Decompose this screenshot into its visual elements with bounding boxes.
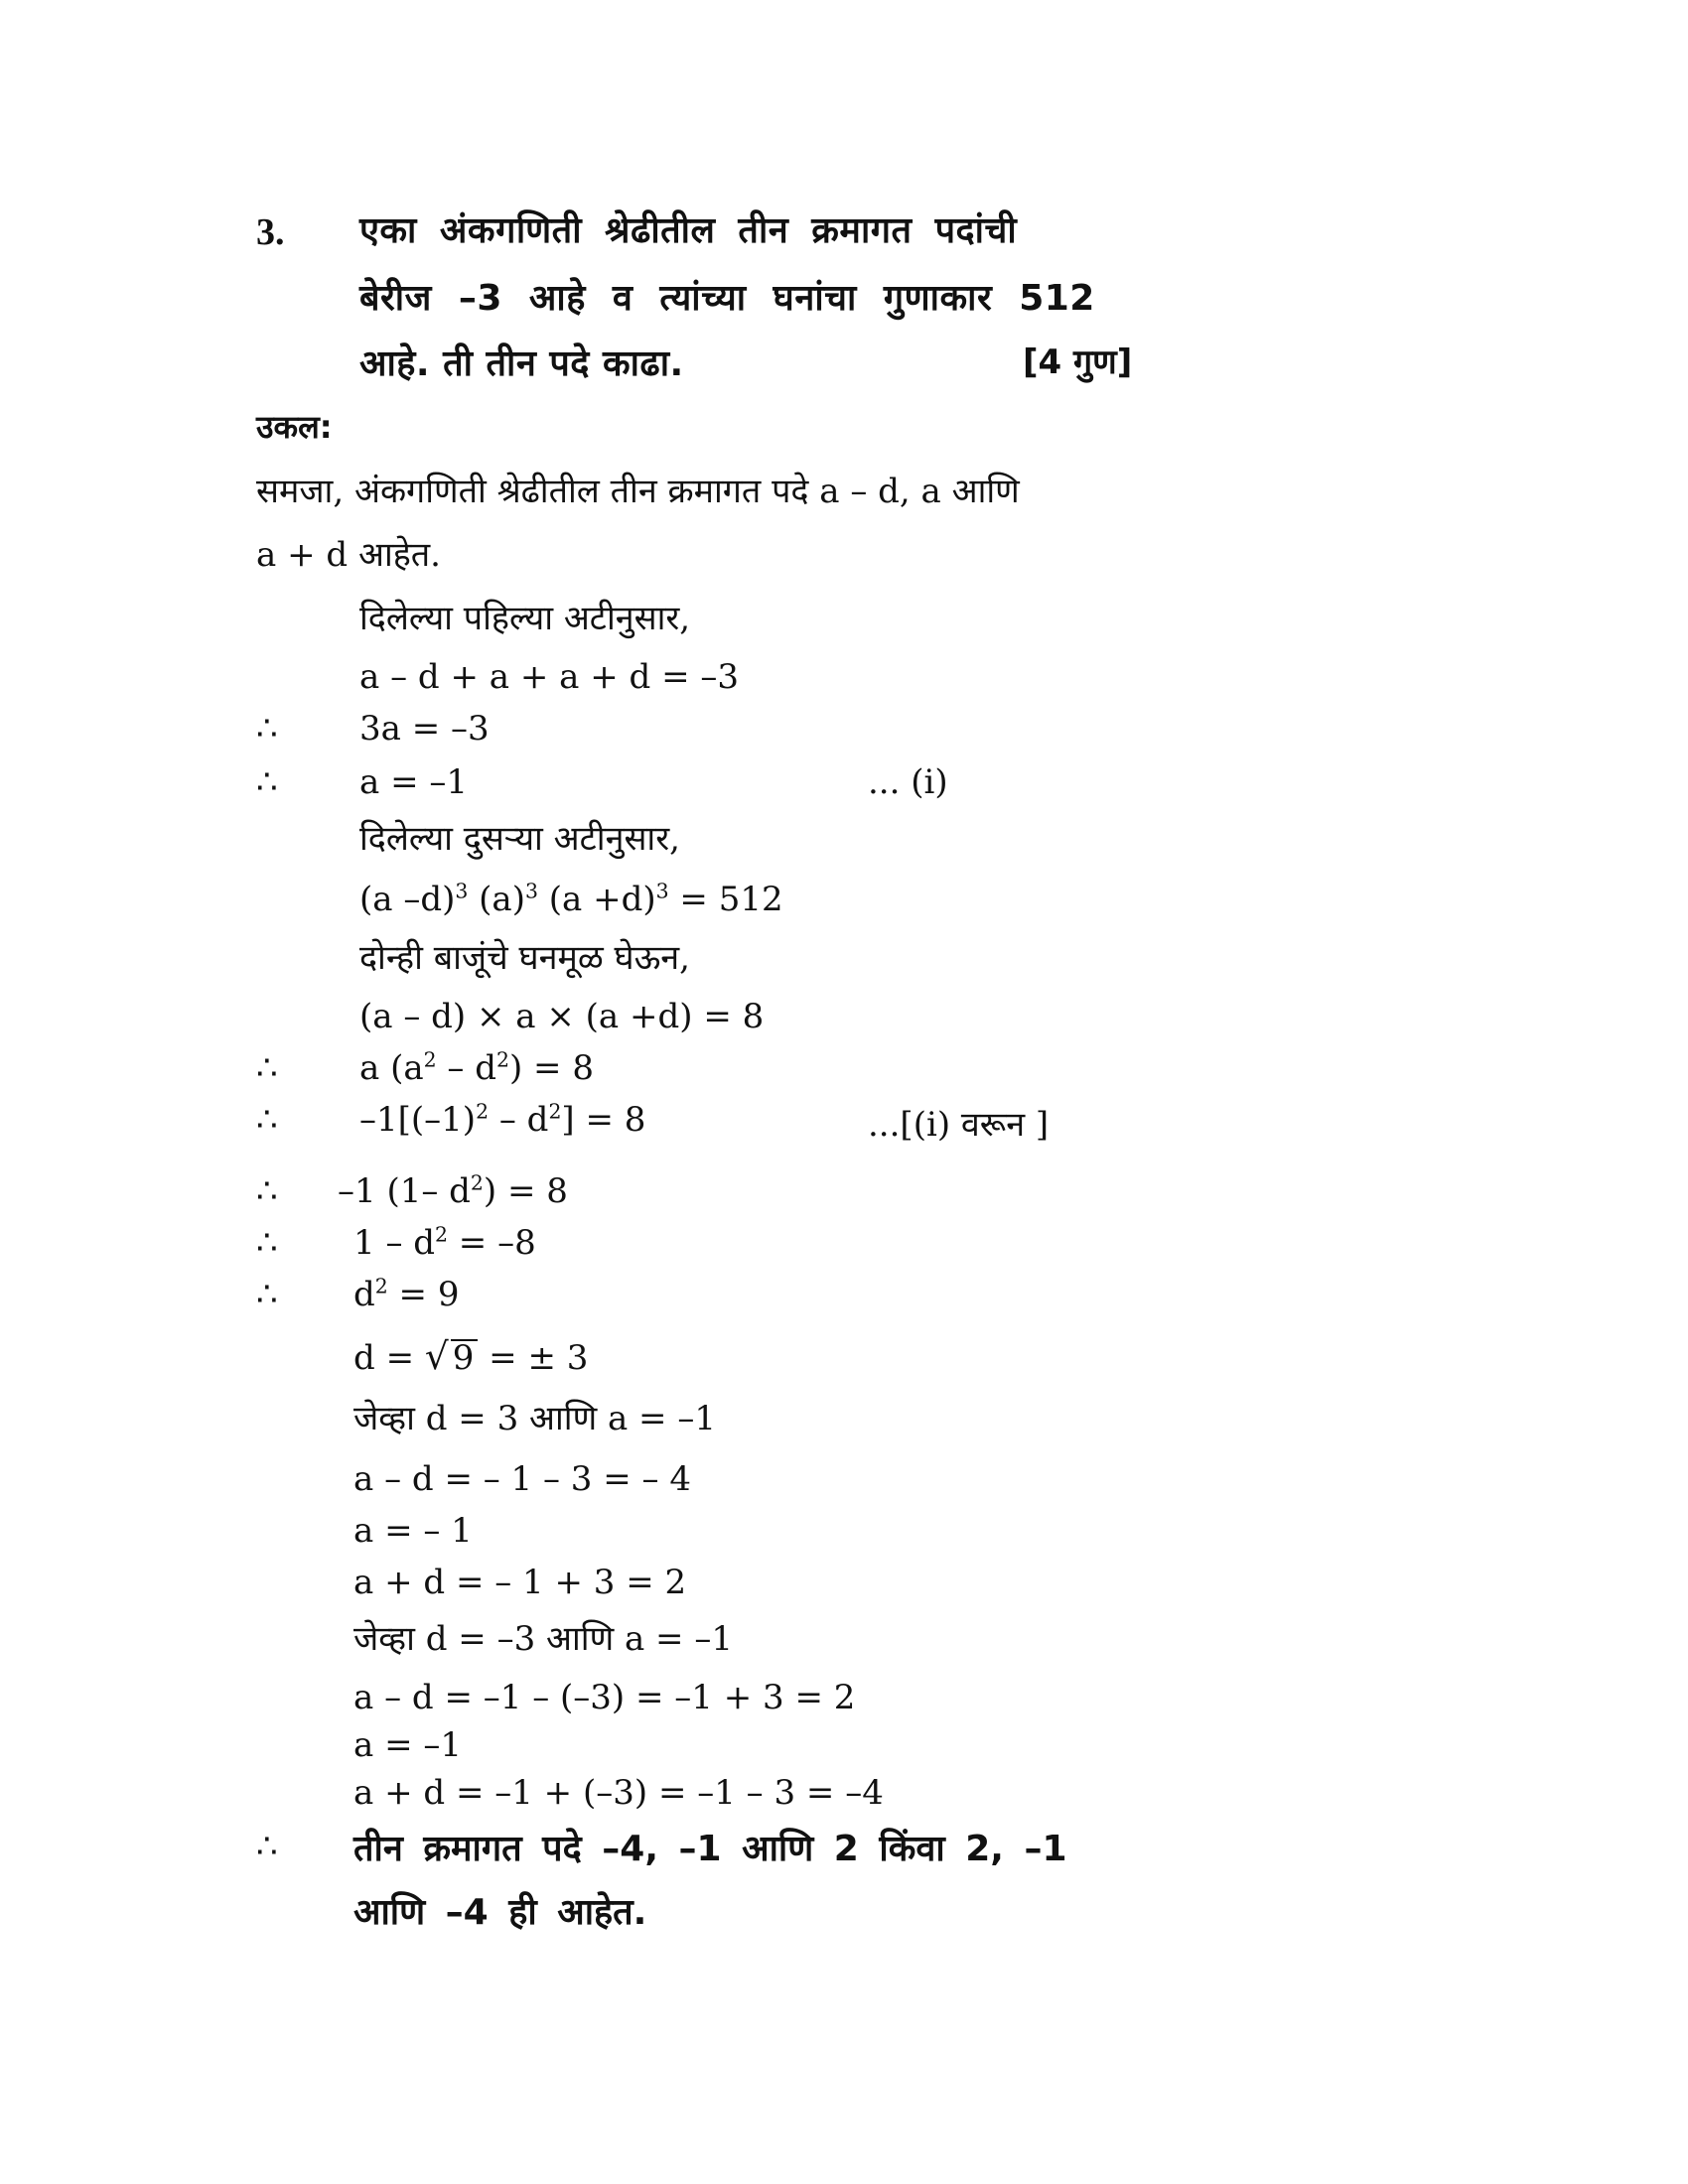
equation-substituted	[359, 1100, 645, 1140]
eq-part: – d	[489, 1100, 549, 1140]
eq-part: = 9	[387, 1275, 460, 1314]
equation-reference-from-i: ...[(i) वरून ]	[868, 1105, 1050, 1145]
equation-one-minus-d-squared	[353, 1223, 536, 1263]
equation-sum: a – d + a + a + d = –3	[359, 657, 740, 697]
therefore-symbol: ∴	[256, 1171, 278, 1211]
case-1-second-term: a = – 1	[353, 1511, 473, 1551]
case-1-third-term: a + d = – 1 + 3 = 2	[353, 1563, 687, 1602]
case-2-second-term: a = –1	[353, 1725, 463, 1765]
cube-root-note: दोन्ही बाजूंचे घनमूळ घेऊन,	[359, 938, 690, 978]
question-line-2: बेरीज –3 आहे व त्यांच्या घनांचा गुणाकार 512	[359, 278, 1095, 319]
case-1-first-term: a – d = – 1 – 3 = – 4	[353, 1459, 691, 1499]
eq-part: d	[353, 1275, 375, 1314]
solution-heading: उकल:	[256, 408, 333, 446]
second-condition-label: दिलेल्या दुसऱ्या अटीनुसार,	[359, 819, 680, 859]
therefore-symbol: ∴	[256, 1827, 278, 1866]
therefore-symbol: ∴	[256, 1100, 278, 1140]
equation-d-value	[353, 1334, 588, 1378]
exponent: 2	[470, 1170, 484, 1195]
question-line-3: आहे. ती तीन पदे काढा.	[359, 343, 684, 384]
equation-d-squared	[353, 1275, 460, 1314]
therefore-symbol: ∴	[256, 762, 278, 802]
eq-part: (a +d)	[537, 880, 656, 919]
eq-part: –1 (1– d	[338, 1171, 471, 1211]
eq-part: d =	[353, 1338, 425, 1378]
equation-a-value: a = –1	[359, 762, 469, 802]
exponent: 3	[655, 879, 669, 903]
equation-reference-i: ... (i)	[868, 762, 948, 802]
eq-part: ) = 8	[508, 1048, 594, 1088]
eq-part: = –8	[448, 1223, 536, 1263]
case-2-first-term: a – d = –1 – (–3) = –1 + 3 = 2	[353, 1678, 856, 1717]
exponent: 2	[435, 1222, 448, 1247]
therefore-symbol: ∴	[256, 1048, 278, 1088]
eq-part: 1 – d	[353, 1223, 436, 1263]
eq-part: = ± 3	[478, 1338, 589, 1378]
question-number: 3.	[256, 211, 285, 253]
therefore-symbol: ∴	[256, 1275, 278, 1314]
eq-part: a (a	[359, 1048, 424, 1088]
equation-3a: 3a = –3	[359, 709, 490, 749]
exponent: 3	[524, 879, 538, 903]
eq-part: –1[(–1)	[359, 1100, 477, 1140]
question-line-1: एका अंकगणिती श्रेढीतील तीन क्रमागत पदांची	[359, 210, 1018, 251]
therefore-symbol: ∴	[256, 709, 278, 749]
exponent: 2	[374, 1274, 388, 1298]
equation-a-squared	[359, 1048, 594, 1088]
equation-product: (a – d) × a × (a +d) = 8	[359, 997, 765, 1036]
eq-part: ] = 8	[561, 1100, 646, 1140]
case-1-label: जेव्हा d = 3 आणि a = –1	[353, 1399, 716, 1438]
eq-part: = 512	[668, 880, 783, 919]
case-2-third-term: a + d = –1 + (–3) = –1 – 3 = –4	[353, 1773, 884, 1813]
equation-simplified	[338, 1171, 568, 1211]
exponent: 2	[476, 1099, 490, 1124]
square-root-symbol: √	[424, 1334, 449, 1378]
eq-part: – d	[436, 1048, 496, 1088]
therefore-symbol: ∴	[256, 1223, 278, 1263]
case-2-label: जेव्हा d = –3 आणि a = –1	[353, 1619, 733, 1659]
exponent: 2	[548, 1099, 562, 1124]
conclusion-line-2: आणि –4 ही आहेत.	[353, 1892, 647, 1933]
radicand: 9	[451, 1339, 479, 1377]
question-marks: [4 गुण]	[1023, 342, 1133, 382]
solution-intro-line-2: a + d आहेत.	[256, 535, 441, 575]
eq-part: (a –d)	[359, 880, 456, 919]
exponent: 2	[496, 1047, 509, 1072]
equation-cubes-product	[359, 880, 783, 919]
solution-intro-line-1: समजा, अंकगणिती श्रेढीतील तीन क्रमागत पदे a – d, a आणि	[256, 472, 1020, 511]
exponent: 3	[455, 879, 469, 903]
conclusion-line-1: तीन क्रमागत पदे –4, –1 आणि 2 किंवा 2, –1	[353, 1829, 1067, 1869]
eq-part: (a)	[468, 880, 525, 919]
exponent: 2	[423, 1047, 437, 1072]
eq-part: ) = 8	[483, 1171, 568, 1211]
first-condition-label: दिलेल्या पहिल्या अटीनुसार,	[359, 599, 691, 638]
